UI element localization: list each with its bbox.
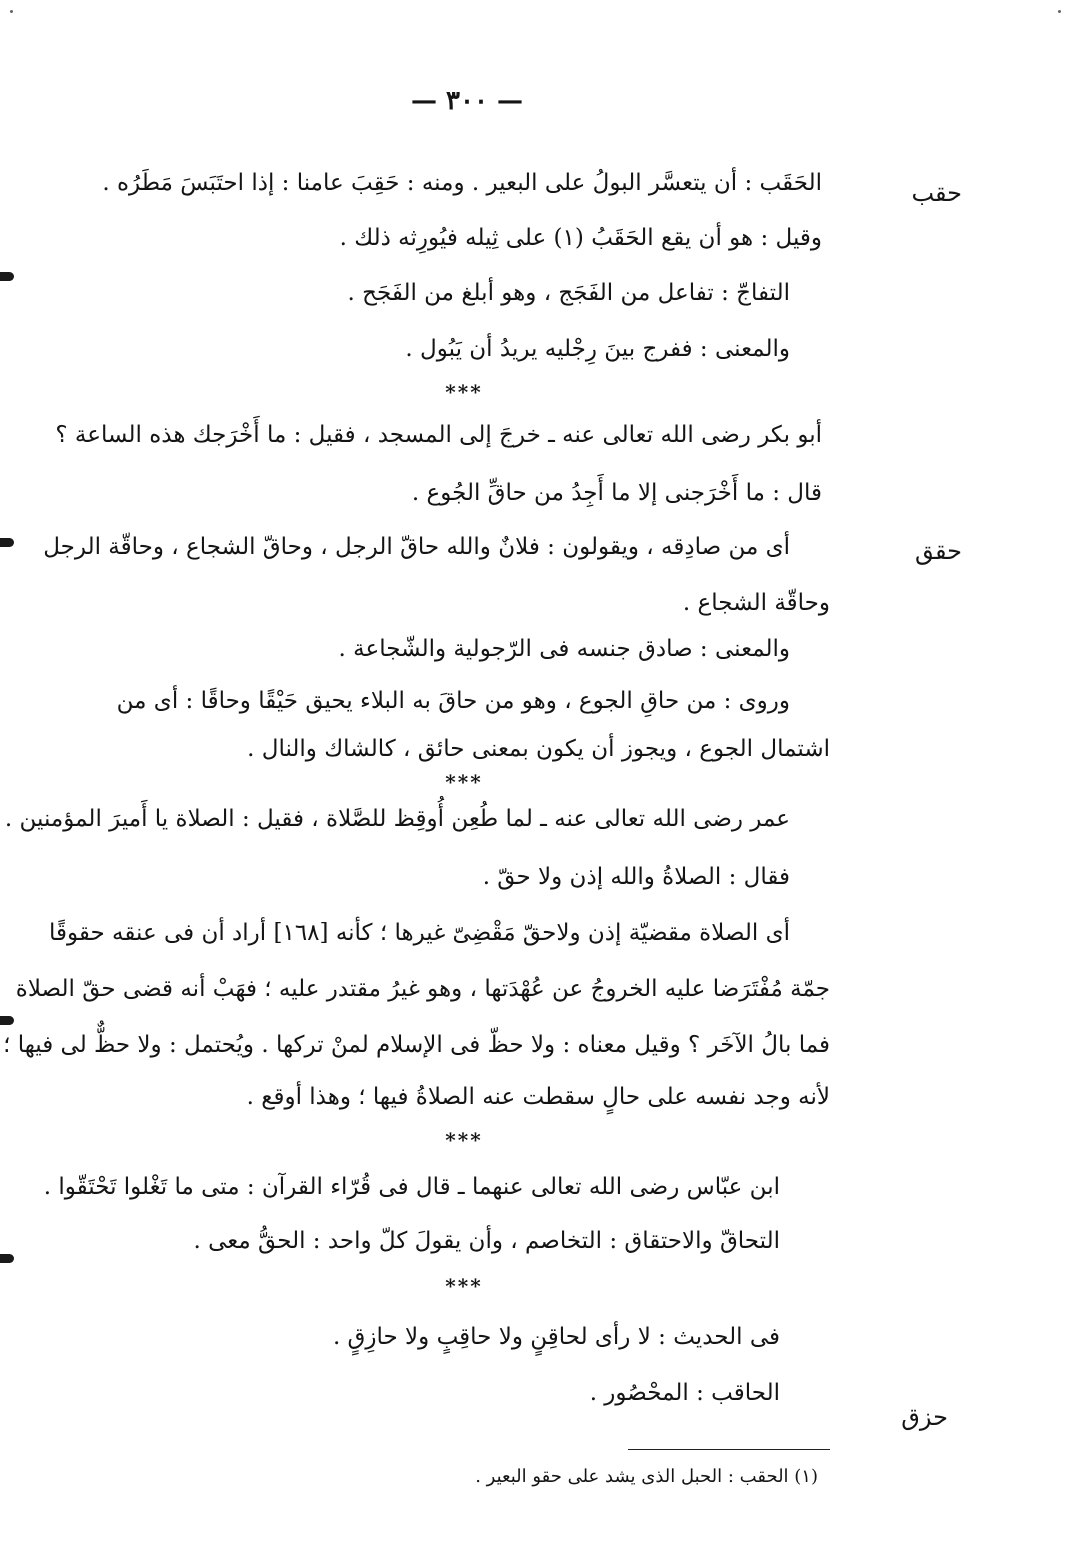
scan-edge-mark xyxy=(0,1254,14,1263)
footnote: (١) الحقب : الحبل الذى يشد على حقو البعير . xyxy=(475,1466,818,1487)
text-line: أى الصلاة مقضيّة إذن ولاحقّ مَقْضِىّ غيرها ؛ كأنه [١٦٨] أراد أن فى عنقه حقوقًا xyxy=(48,920,790,946)
section-separator: *** xyxy=(445,770,483,794)
scan-edge-mark xyxy=(0,1016,14,1025)
margin-note-hazaq: حزق xyxy=(901,1403,948,1431)
scan-dot xyxy=(1058,10,1061,13)
scan-edge-mark xyxy=(0,538,14,547)
text-line: قال : ما أَخْرَجنى إلا ما أَجِدُ من حاقِّ الجُوع . xyxy=(411,480,822,506)
text-line: جمّة مُفْتَرَضا عليه الخروجُ عن عُهْدَتها ، وهو غيرُ مقتدر عليه ؛ فهَبْ أنه قضى حقّ الصلاة xyxy=(15,976,830,1002)
text-line: التحاقّ والاحتقاق : التخاصم ، وأن يقولَ كلّ واحد : الحقُّ معى . xyxy=(193,1228,780,1254)
text-line: والمعنى : صادق جنسه فى الرّجولية والشّجاعة . xyxy=(338,636,790,662)
scan-dot xyxy=(10,10,13,13)
text-line: أى من صادِقه ، ويقولون : فلانٌ والله حاقّ الرجل ، وحاقّ الشجاع ، وحاقّة الرجل xyxy=(43,534,790,560)
text-line: اشتمال الجوع ، ويجوز أن يكون بمعنى حائق ، كالشاك والنال . xyxy=(247,736,830,762)
text-line: والمعنى : ففرج بينَ رِجْليه يريدُ أن يَبُول . xyxy=(405,336,790,362)
scan-edge-mark xyxy=(0,272,14,281)
text-line: الحَقَب : أن يتعسَّر البولُ على البعير . ومنه : حَقِبَ عامنا : إذا احتَبَسَ مَطَرُه . xyxy=(102,170,822,196)
section-separator: *** xyxy=(445,380,483,404)
footnote-rule xyxy=(628,1449,830,1450)
page-number: — ٣٠٠ — xyxy=(410,86,524,116)
text-line: التفاجّ : تفاعل من الفَجَج ، وهو أبلغ من الفَجَح . xyxy=(347,280,790,306)
text-line: عمر رضى الله تعالى عنه ـ لما طُعِن أُوقِظ للصَّلاة ، فقيل : الصلاة يا أَميرَ المؤمنين . xyxy=(4,806,790,832)
text-line: الحاقب : المحْصُور . xyxy=(589,1380,780,1406)
text-line: ابن عبّاس رضى الله تعالى عنهما ـ قال فى قُرّاء القرآن : متى ما تَغْلوا تَحْتَقّوا . xyxy=(43,1174,780,1200)
margin-note-haqab: حقب xyxy=(911,179,962,207)
text-line: وروى : من حاقِ الجوع ، وهو من حاقَ به البلاء يحيق حَيْقًا وحاقًا : أى من xyxy=(116,688,790,714)
text-line: لأنه وجد نفسه على حالٍ سقطت عنه الصلاةُ فيها ؛ وهذا أوقع . xyxy=(246,1084,830,1110)
text-line: فقال : الصلاةُ والله إذن ولا حقّ . xyxy=(482,864,790,890)
text-line: وقيل : هو أن يقع الحَقَبُ (١) على ثِيله فيُورِثه ذلك . xyxy=(339,225,822,251)
text-line: أبو بكر رضى الله تعالى عنه ـ خرجَ إلى المسجد ، فقيل : ما أَخْرَجك هذه الساعة ؟ xyxy=(55,422,822,448)
section-separator: *** xyxy=(445,1128,483,1152)
text-line: وحاقّة الشجاع . xyxy=(682,590,830,616)
section-separator: *** xyxy=(445,1274,483,1298)
text-line: فما بالُ الآخَر ؟ وقيل معناه : ولا حظّ فى الإسلام لمنْ تركها . ويُحتمل : ولا حظٌّ لى فيها ؛ xyxy=(3,1032,830,1058)
text-line: فى الحديث : لا رأى لحاقِنٍ ولا حاقِبٍ ولا حازِقٍ . xyxy=(332,1324,780,1350)
margin-note-haqaq: حقق xyxy=(915,537,962,565)
